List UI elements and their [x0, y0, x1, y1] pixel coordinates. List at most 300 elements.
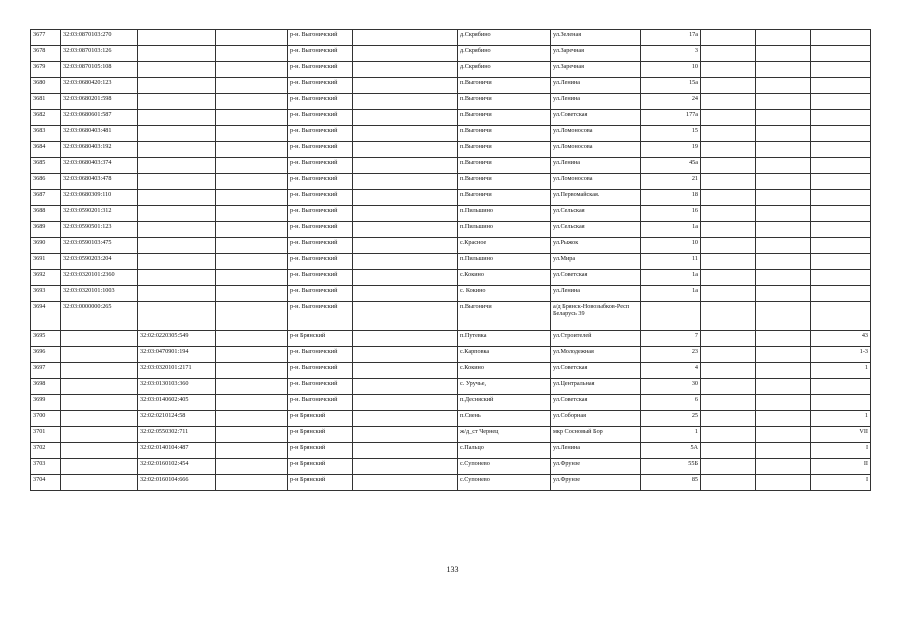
cell-settlement: п.Выгоничи	[458, 190, 551, 206]
cell-house-number	[641, 302, 701, 331]
cell-row-number: 3698	[31, 379, 61, 395]
cell-extra-column	[216, 126, 288, 142]
cell-extra-column	[216, 174, 288, 190]
cell-col-11	[756, 302, 811, 331]
cell-col-11	[756, 475, 811, 491]
cell-col-10	[701, 379, 756, 395]
cell-row-number: 3692	[31, 270, 61, 286]
cell-col-11	[756, 158, 811, 174]
cell-col-11	[756, 254, 811, 270]
cell-house-number: 24	[641, 94, 701, 110]
cell-cadastral-number-land: 32:03:0000000:265	[61, 302, 138, 331]
cell-house-number: 1а	[641, 286, 701, 302]
table-row	[31, 475, 871, 491]
cell-district: р-н. Выгоничский	[288, 347, 353, 363]
cell-cadastral-number-building: 32:03:0320101:2171	[138, 363, 216, 379]
cell-district: р-н Брянский	[288, 459, 353, 475]
cell-apartment: VII	[811, 427, 871, 443]
cell-cadastral-number-land: 32:03:0680403:192	[61, 142, 138, 158]
cell-apartment	[811, 270, 871, 286]
table-row	[31, 411, 871, 427]
cell-street: ул.Центральная	[551, 379, 641, 395]
cell-col-10	[701, 46, 756, 62]
cell-settlement: с. Кокино	[458, 286, 551, 302]
cell-col-10	[701, 475, 756, 491]
cell-cadastral-number-building	[138, 222, 216, 238]
cell-house-number: 17а	[641, 30, 701, 46]
cell-settlement: с.Супонево	[458, 459, 551, 475]
cell-cadastral-number-land: 32:03:0680403:478	[61, 174, 138, 190]
table-row	[31, 174, 871, 190]
cell-col-11	[756, 62, 811, 78]
cell-street: ул.Строителей	[551, 331, 641, 347]
cell-row-number: 3694	[31, 302, 61, 331]
cell-apartment	[811, 158, 871, 174]
cell-col-10	[701, 78, 756, 94]
cell-col-10	[701, 331, 756, 347]
cell-cadastral-number-land: 32:03:0590501:123	[61, 222, 138, 238]
cell-col-11	[756, 30, 811, 46]
cell-settlement: п.Выгоничи	[458, 302, 551, 331]
cell-apartment	[811, 62, 871, 78]
cell-district: р-н. Выгоничский	[288, 142, 353, 158]
cell-district: р-н. Выгоничский	[288, 30, 353, 46]
cell-extra-column	[216, 379, 288, 395]
cell-settlement: п.Выгоничи	[458, 126, 551, 142]
cell-settlement: п.Выгоничи	[458, 158, 551, 174]
table-row	[31, 302, 871, 331]
table-row	[31, 222, 871, 238]
cell-cadastral-number-building	[138, 286, 216, 302]
cell-col-11	[756, 379, 811, 395]
table-row	[31, 46, 871, 62]
cell-cadastral-number-building	[138, 158, 216, 174]
cell-street: ул.Ленина	[551, 158, 641, 174]
cell-col-11	[756, 78, 811, 94]
cell-street: ул.Ленина	[551, 78, 641, 94]
cell-house-number: 15а	[641, 78, 701, 94]
cell-cadastral-number-land	[61, 475, 138, 491]
cell-district: р-н. Выгоничский	[288, 190, 353, 206]
cell-street: а/д Брянск-Новозыбков-Респ Беларусь 39	[551, 302, 641, 331]
cell-street: ул.Фрунзе	[551, 475, 641, 491]
cell-col-11	[756, 174, 811, 190]
cell-cadastral-number-building: 32:02:0160102:454	[138, 459, 216, 475]
cell-col-11	[756, 395, 811, 411]
cell-extra-column	[216, 443, 288, 459]
cell-apartment	[811, 238, 871, 254]
cell-cadastral-number-building: 32:02:0140104:487	[138, 443, 216, 459]
cell-col-10	[701, 238, 756, 254]
cell-row-number: 3703	[31, 459, 61, 475]
cell-district: р-н. Выгоничский	[288, 395, 353, 411]
cell-district: р-н. Выгоничский	[288, 254, 353, 270]
cell-extra-column	[216, 411, 288, 427]
cell-cadastral-number-building: 32:03:0470901:194	[138, 347, 216, 363]
cell-settlement-type	[353, 190, 458, 206]
cell-col-10	[701, 94, 756, 110]
cell-house-number: 21	[641, 174, 701, 190]
cell-col-10	[701, 174, 756, 190]
table-row	[31, 206, 871, 222]
cell-col-11	[756, 347, 811, 363]
cell-row-number: 3690	[31, 238, 61, 254]
cell-district: р-н. Выгоничский	[288, 174, 353, 190]
cell-apartment	[811, 254, 871, 270]
cell-cadastral-number-land: 32:03:0680201:598	[61, 94, 138, 110]
cell-settlement: с. Уручье,	[458, 379, 551, 395]
cell-street: ул.Молодежная	[551, 347, 641, 363]
cell-cadastral-number-building	[138, 30, 216, 46]
cell-district: р-н. Выгоничский	[288, 270, 353, 286]
cell-col-10	[701, 110, 756, 126]
cell-house-number: 4	[641, 363, 701, 379]
cell-cadastral-number-land: 32:03:0870105:108	[61, 62, 138, 78]
cell-cadastral-number-building	[138, 174, 216, 190]
cell-apartment	[811, 395, 871, 411]
cell-district: р-н Брянский	[288, 427, 353, 443]
page-number: 133	[446, 565, 459, 574]
cell-settlement: п.Выгоничи	[458, 110, 551, 126]
cell-settlement-type	[353, 46, 458, 62]
cell-col-10	[701, 395, 756, 411]
cell-apartment: 1	[811, 363, 871, 379]
cell-extra-column	[216, 206, 288, 222]
cell-settlement-type	[353, 302, 458, 331]
cell-settlement: с.Карповка	[458, 347, 551, 363]
cell-settlement-type	[353, 254, 458, 270]
cell-cadastral-number-building	[138, 302, 216, 331]
cell-extra-column	[216, 475, 288, 491]
cell-settlement: д.Скрябино	[458, 62, 551, 78]
cell-district: р-н. Выгоничский	[288, 286, 353, 302]
cell-house-number: 55Б	[641, 459, 701, 475]
cell-col-10	[701, 126, 756, 142]
cell-house-number: 5А	[641, 443, 701, 459]
cell-settlement-type	[353, 110, 458, 126]
cell-apartment	[811, 190, 871, 206]
cell-apartment	[811, 302, 871, 331]
cell-settlement-type	[353, 270, 458, 286]
cell-col-10	[701, 254, 756, 270]
cell-street: ул.Первомайская.	[551, 190, 641, 206]
cell-district: р-н. Выгоничский	[288, 62, 353, 78]
cell-extra-column	[216, 254, 288, 270]
cell-extra-column	[216, 78, 288, 94]
cell-settlement: п.Десняский	[458, 395, 551, 411]
cell-extra-column	[216, 427, 288, 443]
cell-row-number: 3700	[31, 411, 61, 427]
cell-apartment: II	[811, 459, 871, 475]
table-row	[31, 347, 871, 363]
cell-house-number: 1а	[641, 222, 701, 238]
table-row	[31, 142, 871, 158]
cell-district: р-н. Выгоничский	[288, 206, 353, 222]
cell-house-number: 85	[641, 475, 701, 491]
cell-extra-column	[216, 158, 288, 174]
cell-cadastral-number-building: 32:02:0550302:711	[138, 427, 216, 443]
cell-district: р-н Брянский	[288, 331, 353, 347]
cell-cadastral-number-land: 32:03:0680601:587	[61, 110, 138, 126]
cell-col-11	[756, 331, 811, 347]
cell-district: р-н. Выгоничский	[288, 238, 353, 254]
cell-apartment	[811, 46, 871, 62]
cell-cadastral-number-land	[61, 411, 138, 427]
cell-settlement-type	[353, 475, 458, 491]
cell-row-number: 3681	[31, 94, 61, 110]
cell-settlement: п.Свень	[458, 411, 551, 427]
cell-apartment	[811, 94, 871, 110]
cell-street: ул.Ленина	[551, 286, 641, 302]
cell-col-10	[701, 347, 756, 363]
cell-col-11	[756, 363, 811, 379]
cell-street: ул.Мира	[551, 254, 641, 270]
cell-cadastral-number-land: 32:03:0320101:1003	[61, 286, 138, 302]
cell-house-number: 23	[641, 347, 701, 363]
cell-settlement: д.Скрябино	[458, 30, 551, 46]
cell-col-11	[756, 94, 811, 110]
cell-house-number: 18	[641, 190, 701, 206]
cell-row-number: 3704	[31, 475, 61, 491]
table-row	[31, 94, 871, 110]
cell-extra-column	[216, 238, 288, 254]
cell-street: ул.Ломоносова	[551, 174, 641, 190]
cell-district: р-н. Выгоничский	[288, 94, 353, 110]
cell-extra-column	[216, 270, 288, 286]
cell-settlement: п.Пильшино	[458, 222, 551, 238]
cell-col-11	[756, 190, 811, 206]
cell-settlement-type	[353, 222, 458, 238]
cell-col-10	[701, 206, 756, 222]
cell-extra-column	[216, 347, 288, 363]
cell-district: р-н Брянский	[288, 443, 353, 459]
cell-district: р-н. Выгоничский	[288, 363, 353, 379]
cell-col-10	[701, 62, 756, 78]
cell-cadastral-number-building	[138, 206, 216, 222]
cell-street: ул.Советская	[551, 270, 641, 286]
cell-col-11	[756, 206, 811, 222]
cell-street: ул.Сельская	[551, 222, 641, 238]
cell-street: ул.Заречная	[551, 46, 641, 62]
cell-street: ул.Советская	[551, 363, 641, 379]
cell-street: мкр Сосновый Бор	[551, 427, 641, 443]
cell-settlement-type	[353, 30, 458, 46]
cell-house-number: 11	[641, 254, 701, 270]
cell-cadastral-number-building: 32:02:0160104:666	[138, 475, 216, 491]
cell-street: ул.Ломоносова	[551, 126, 641, 142]
cell-col-11	[756, 411, 811, 427]
cell-settlement-type	[353, 142, 458, 158]
cell-cadastral-number-land	[61, 395, 138, 411]
cell-house-number: 45а	[641, 158, 701, 174]
cell-house-number: 1	[641, 427, 701, 443]
cell-settlement-type	[353, 286, 458, 302]
cell-settlement-type	[353, 411, 458, 427]
cell-settlement: с.Кокино	[458, 363, 551, 379]
cell-cadastral-number-building	[138, 62, 216, 78]
table-row	[31, 158, 871, 174]
table-row	[31, 254, 871, 270]
cell-col-11	[756, 286, 811, 302]
cell-col-10	[701, 142, 756, 158]
table-row	[31, 427, 871, 443]
cell-extra-column	[216, 94, 288, 110]
cell-row-number: 3688	[31, 206, 61, 222]
cell-col-11	[756, 46, 811, 62]
cell-district: р-н. Выгоничский	[288, 222, 353, 238]
cell-settlement-type	[353, 459, 458, 475]
cell-settlement-type	[353, 238, 458, 254]
cell-cadastral-number-land: 32:03:0680403:374	[61, 158, 138, 174]
table-row	[31, 270, 871, 286]
cell-col-10	[701, 222, 756, 238]
cell-apartment	[811, 206, 871, 222]
table-row	[31, 363, 871, 379]
cell-cadastral-number-building	[138, 46, 216, 62]
cell-col-10	[701, 158, 756, 174]
cell-house-number: 19	[641, 142, 701, 158]
cell-cadastral-number-building	[138, 142, 216, 158]
cell-cadastral-number-land	[61, 347, 138, 363]
cell-street: ул.Ломоносова	[551, 142, 641, 158]
cell-settlement: п.Выгоничи	[458, 78, 551, 94]
cell-row-number: 3687	[31, 190, 61, 206]
table-row	[31, 238, 871, 254]
cell-col-10	[701, 30, 756, 46]
cell-cadastral-number-building	[138, 110, 216, 126]
cell-settlement-type	[353, 379, 458, 395]
cell-extra-column	[216, 395, 288, 411]
cell-house-number: 6	[641, 395, 701, 411]
cell-settlement-type	[353, 126, 458, 142]
cell-col-11	[756, 126, 811, 142]
cell-apartment: 43	[811, 331, 871, 347]
cell-settlement-type	[353, 206, 458, 222]
cell-street: ул.Заречная	[551, 62, 641, 78]
cell-street: ул.Ленина	[551, 94, 641, 110]
cell-col-10	[701, 363, 756, 379]
cell-row-number: 3678	[31, 46, 61, 62]
cell-cadastral-number-building	[138, 190, 216, 206]
cell-extra-column	[216, 302, 288, 331]
cell-row-number: 3684	[31, 142, 61, 158]
cell-apartment	[811, 379, 871, 395]
cell-settlement-type	[353, 62, 458, 78]
cell-row-number: 3680	[31, 78, 61, 94]
cell-apartment	[811, 222, 871, 238]
cell-row-number: 3679	[31, 62, 61, 78]
cell-district: р-н. Выгоничский	[288, 78, 353, 94]
cell-settlement-type	[353, 94, 458, 110]
cell-col-10	[701, 190, 756, 206]
cell-extra-column	[216, 62, 288, 78]
cell-extra-column	[216, 46, 288, 62]
cell-house-number: 3	[641, 46, 701, 62]
cell-col-11	[756, 427, 811, 443]
table-row	[31, 62, 871, 78]
cell-col-11	[756, 110, 811, 126]
cell-row-number: 3686	[31, 174, 61, 190]
cell-settlement: п.Путевка	[458, 331, 551, 347]
cell-house-number: 1а	[641, 270, 701, 286]
cell-col-10	[701, 459, 756, 475]
cell-settlement: д.Скрябино	[458, 46, 551, 62]
cell-street: ул.Соборная	[551, 411, 641, 427]
cell-house-number: 10	[641, 238, 701, 254]
cell-col-11	[756, 270, 811, 286]
cell-cadastral-number-building	[138, 126, 216, 142]
cell-cadastral-number-land	[61, 379, 138, 395]
cell-apartment	[811, 286, 871, 302]
cell-col-10	[701, 270, 756, 286]
cell-settlement-type	[353, 395, 458, 411]
cell-col-10	[701, 427, 756, 443]
cell-apartment: 1	[811, 411, 871, 427]
cell-street: ул.Советская	[551, 395, 641, 411]
cell-cadastral-number-land: 32:03:0870103:270	[61, 30, 138, 46]
table-row	[31, 30, 871, 46]
cell-apartment	[811, 78, 871, 94]
cell-cadastral-number-building: 32:03:0140602:405	[138, 395, 216, 411]
cell-cadastral-number-building: 32:02:0220305:549	[138, 331, 216, 347]
cell-cadastral-number-building	[138, 94, 216, 110]
cell-settlement: п.Выгоничи	[458, 142, 551, 158]
cell-extra-column	[216, 110, 288, 126]
cell-col-11	[756, 142, 811, 158]
cell-apartment: I	[811, 443, 871, 459]
cell-row-number: 3696	[31, 347, 61, 363]
cell-row-number: 3685	[31, 158, 61, 174]
cell-settlement-type	[353, 443, 458, 459]
cell-settlement: ж/д_ст Чернец	[458, 427, 551, 443]
cell-extra-column	[216, 363, 288, 379]
table-row	[31, 459, 871, 475]
cell-apartment	[811, 126, 871, 142]
cell-col-10	[701, 411, 756, 427]
cell-district: р-н. Выгоничский	[288, 379, 353, 395]
cell-cadastral-number-land	[61, 363, 138, 379]
cell-settlement: п.Пильшино	[458, 254, 551, 270]
cell-settlement: с.Кокино	[458, 270, 551, 286]
cell-settlement-type	[353, 174, 458, 190]
cell-cadastral-number-building	[138, 254, 216, 270]
table-row	[31, 110, 871, 126]
cell-district: р-н. Выгоничский	[288, 302, 353, 331]
cell-col-11	[756, 222, 811, 238]
cell-row-number: 3682	[31, 110, 61, 126]
cell-cadastral-number-land	[61, 443, 138, 459]
register-table	[30, 29, 871, 491]
cell-cadastral-number-land: 32:03:0590201:312	[61, 206, 138, 222]
cell-col-10	[701, 286, 756, 302]
cell-col-10	[701, 443, 756, 459]
cell-settlement-type	[353, 363, 458, 379]
cell-district: р-н Брянский	[288, 411, 353, 427]
cell-settlement: п.Выгоничи	[458, 174, 551, 190]
cell-cadastral-number-land	[61, 427, 138, 443]
cell-district: р-н. Выгоничский	[288, 46, 353, 62]
cell-row-number: 3689	[31, 222, 61, 238]
table-row	[31, 443, 871, 459]
cell-cadastral-number-land: 32:03:0680403:481	[61, 126, 138, 142]
cell-settlement-type	[353, 427, 458, 443]
cell-street: ул.Зеленая	[551, 30, 641, 46]
cell-extra-column	[216, 286, 288, 302]
cell-settlement: с.Пальцо	[458, 443, 551, 459]
cell-house-number: 7	[641, 331, 701, 347]
cell-settlement: п.Выгоничи	[458, 94, 551, 110]
cell-extra-column	[216, 459, 288, 475]
